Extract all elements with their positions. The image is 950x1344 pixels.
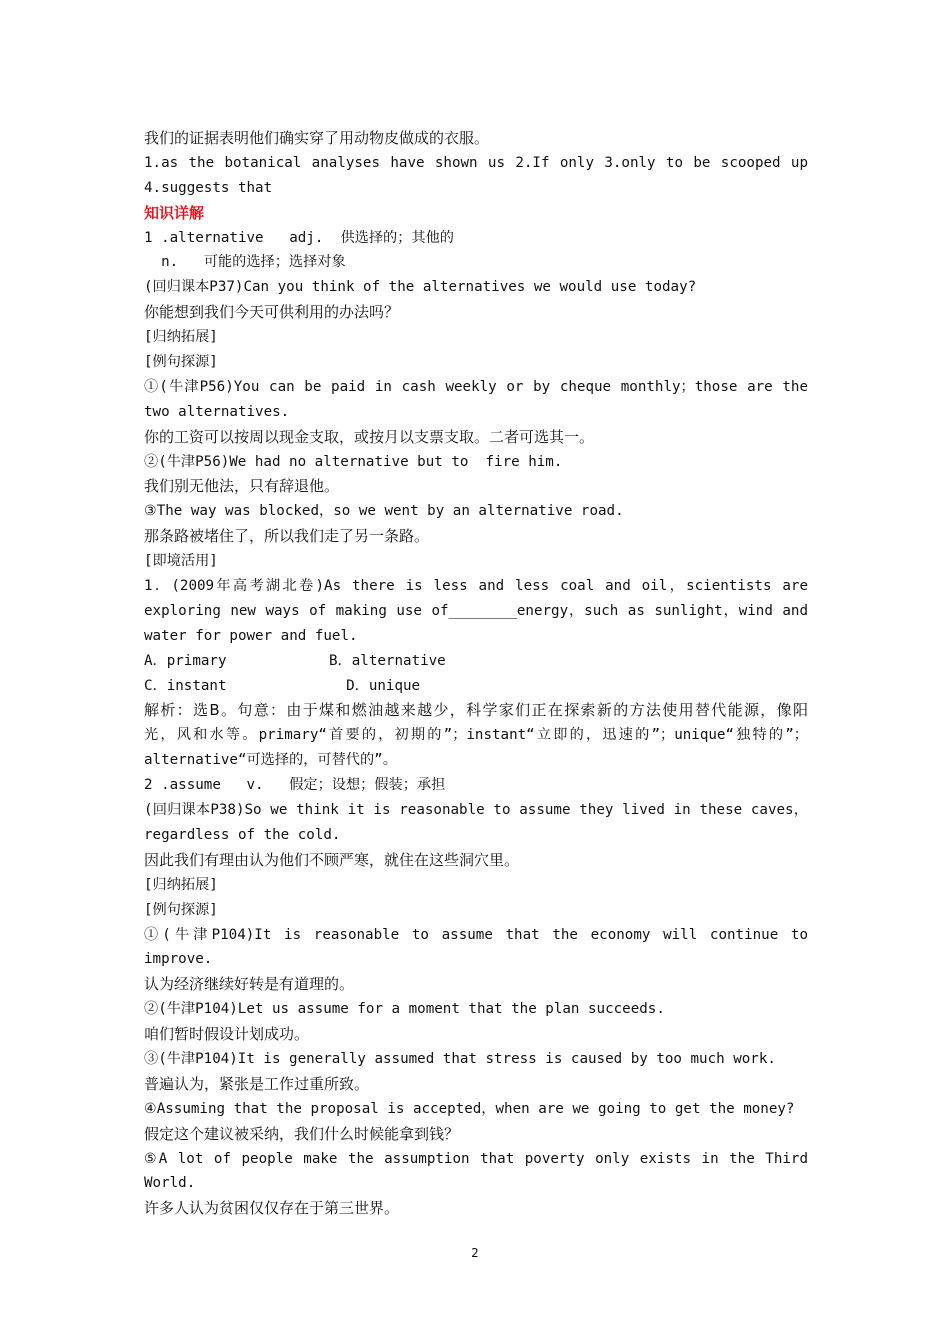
text-line: ③(牛津P104)It is generally assumed that stress is caused by too much work. xyxy=(144,1050,776,1067)
text-line: n. 可能的选择；选择对象 xyxy=(144,254,346,271)
text-line: ①(牛津P104)It is reasonable to assume that the economy will continue to xyxy=(144,926,808,943)
text-line: A．primary B．alternative xyxy=(144,652,446,669)
text-line: 解析：选B。句意：由于煤和燃油越来越少，科学家们正在探索新的方法使用替代能源，像阳 xyxy=(144,701,808,720)
text-line: 我们的证据表明他们确实穿了用动物皮做成的衣服。 xyxy=(144,129,490,147)
text-line: ③The way was blocked，so we went by an alternative road. xyxy=(144,503,624,520)
text-line: 你的工资可以按周以现金支取，或按月以支票支取。二者可选其一。 xyxy=(144,427,595,446)
text-line: C．instant D．unique xyxy=(144,677,421,694)
text-line: 假定这个建议被采纳，我们什么时候能拿到钱？ xyxy=(144,1124,460,1143)
text-line: water for power and fuel. xyxy=(144,627,358,644)
text-line: ⑤A lot of people make the assumption that poverty only exists in the Third xyxy=(144,1150,808,1167)
text-line: two alternatives. xyxy=(144,403,290,420)
text-line: 1.as the botanical analyses have shown us 2.If only 3.only to be scooped up xyxy=(144,154,808,171)
page-number: 2 xyxy=(471,1246,479,1260)
text-line: ②(牛津P56)We had no alternative but to fire him. xyxy=(144,453,563,470)
text-line: 1 .alternative adj. 供选择的；其他的 xyxy=(144,229,454,246)
text-line: 那条路被堵住了，所以我们走了另一条路。 xyxy=(144,527,430,546)
section-heading: 知识详解 xyxy=(144,203,205,222)
text-line: 许多人认为贫困仅仅存在于第三世界。 xyxy=(144,1199,400,1218)
text-line: 因此我们有理由认为他们不顾严寒，就住在这些洞穴里。 xyxy=(144,850,520,869)
text-line: [归纳拓展] xyxy=(144,329,218,346)
text-line: 认为经济继续好转是有道理的。 xyxy=(144,975,355,994)
text-line: (回归课本P37)Can you think of the alternatives we would use today? xyxy=(144,279,697,296)
text-line: (回归课本P38)So we think it is reasonable to assume they lived in these caves， xyxy=(144,802,808,819)
text-line: [即境活用] xyxy=(144,553,218,570)
text-line: 4.suggests that xyxy=(144,179,273,196)
text-line: ①(牛津P56)You can be paid in cash weekly or by cheque monthly；those are the xyxy=(144,378,808,395)
text-line: 咱们暂时假设计划成功。 xyxy=(144,1025,310,1044)
text-line: alternative“可选择的，可替代的”。 xyxy=(144,752,397,769)
text-line: [例句探源] xyxy=(144,901,218,918)
text-line: 1．(2009年高考湖北卷)As there is less and less coal and oil，scientists are xyxy=(144,578,808,595)
text-line: [例句探源] xyxy=(144,354,218,371)
document-body xyxy=(144,126,808,1221)
text-line: 你能想到我们今天可供利用的办法吗？ xyxy=(144,303,400,322)
text-line: ④Assuming that the proposal is accepted，when are we going to get the money? xyxy=(144,1100,795,1117)
text-line: regardless of the cold. xyxy=(144,826,341,843)
text-line: 普遍认为，紧张是工作过重所致。 xyxy=(144,1074,370,1093)
text-line: ②(牛津P104)Let us assume for a moment that the plan succeeds. xyxy=(144,1001,665,1018)
text-line: improve. xyxy=(144,951,213,968)
text-line: 2 .assume v. 假定；设想；假装；承担 xyxy=(144,777,446,794)
text-line: 我们别无他法，只有辞退他。 xyxy=(144,477,340,496)
text-line: exploring new ways of making use of________energy，such as sunlight，wind and xyxy=(144,602,808,619)
text-line: World. xyxy=(144,1175,196,1192)
text-line: [归纳拓展] xyxy=(144,876,218,893)
text-line: 光，风和水等。primary“首要的，初期的”；instant“立即的，迅速的”；unique“独特的”； xyxy=(144,727,808,744)
